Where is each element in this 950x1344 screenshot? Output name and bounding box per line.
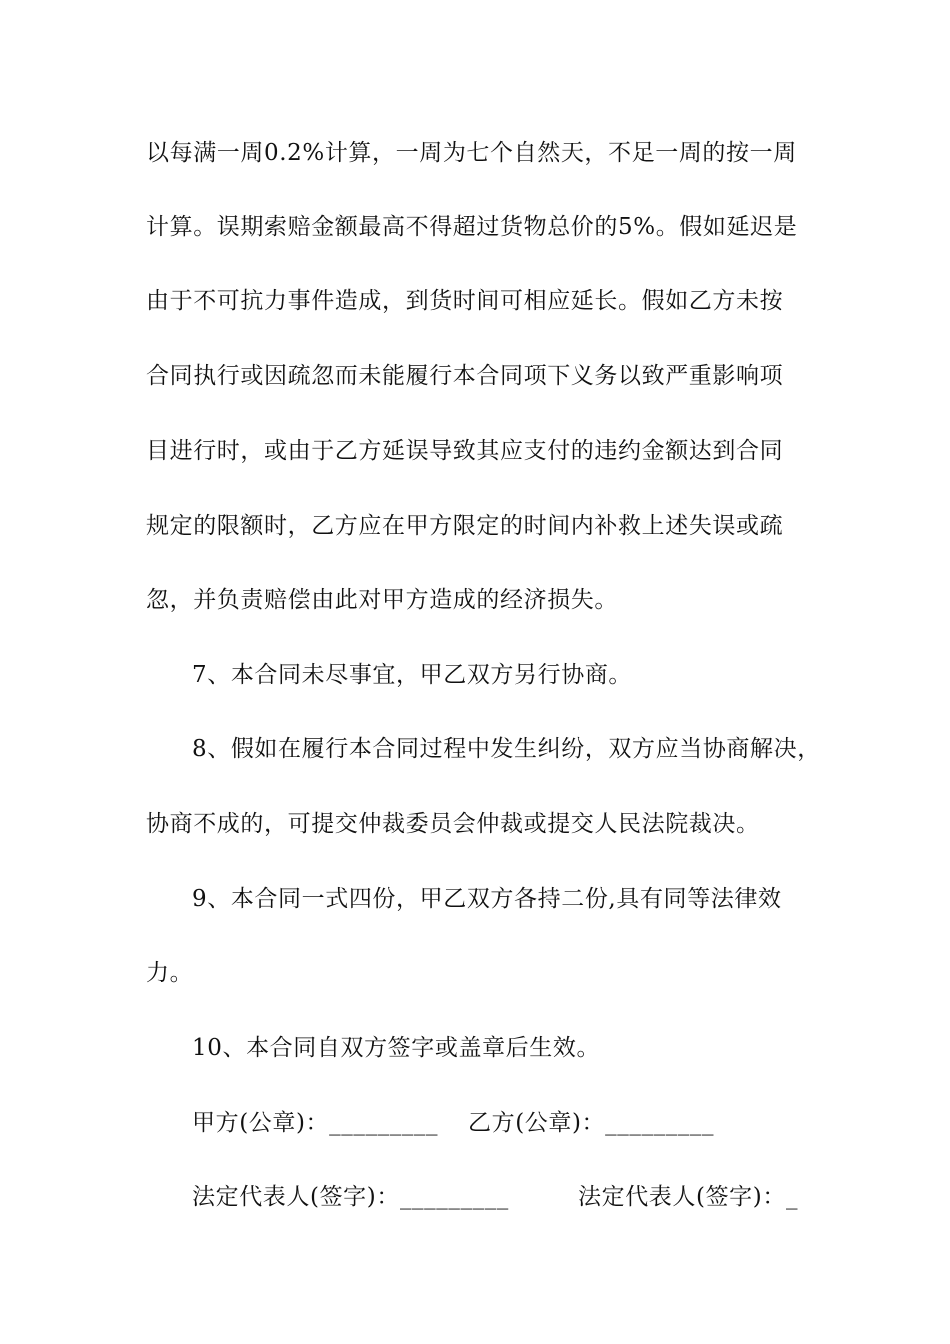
paragraph-line: 计算。误期索赔金额最高不得超过货物总价的5%。假如延迟是 [146, 214, 798, 240]
party-b-seal-line: 乙方(公章)：_________ [468, 1110, 715, 1136]
clause-10: 10、本合同自双方签字或盖章后生效。 [192, 1035, 601, 1061]
party-a-representative-line: 法定代表人(签字)：_________ [192, 1184, 509, 1210]
paragraph-line: 规定的限额时，乙方应在甲方限定的时间内补救上述失误或疏 [146, 513, 784, 539]
clause-9: 9、本合同一式四份，甲乙双方各持二份,具有同等法律效 [192, 886, 782, 912]
paragraph-line: 目进行时，或由于乙方延误导致其应支付的违约金额达到合同 [146, 438, 784, 464]
paragraph-line: 由于不可抗力事件造成，到货时间可相应延长。假如乙方未按 [146, 288, 784, 314]
party-a-seal-line: 甲方(公章)：_________ [192, 1110, 439, 1136]
paragraph-line: 协商不成的，可提交仲裁委员会仲裁或提交人民法院裁决。 [146, 811, 760, 837]
party-b-representative-line: 法定代表人(签字)：_ [578, 1184, 799, 1210]
clause-8: 8、假如在履行本合同过程中发生纠纷，双方应当协商解决， [192, 736, 821, 762]
paragraph-line: 力。 [146, 960, 194, 986]
paragraph-line: 以每满一周0.2%计算，一周为七个自然天，不足一周的按一周 [146, 140, 797, 166]
paragraph-line: 合同执行或因疏忽而未能履行本合同项下义务以致严重影响项 [146, 363, 784, 389]
paragraph-line: 忽，并负责赔偿由此对甲方造成的经济损失。 [146, 587, 618, 613]
clause-7: 7、本合同未尽事宜，甲乙双方另行协商。 [192, 662, 633, 688]
